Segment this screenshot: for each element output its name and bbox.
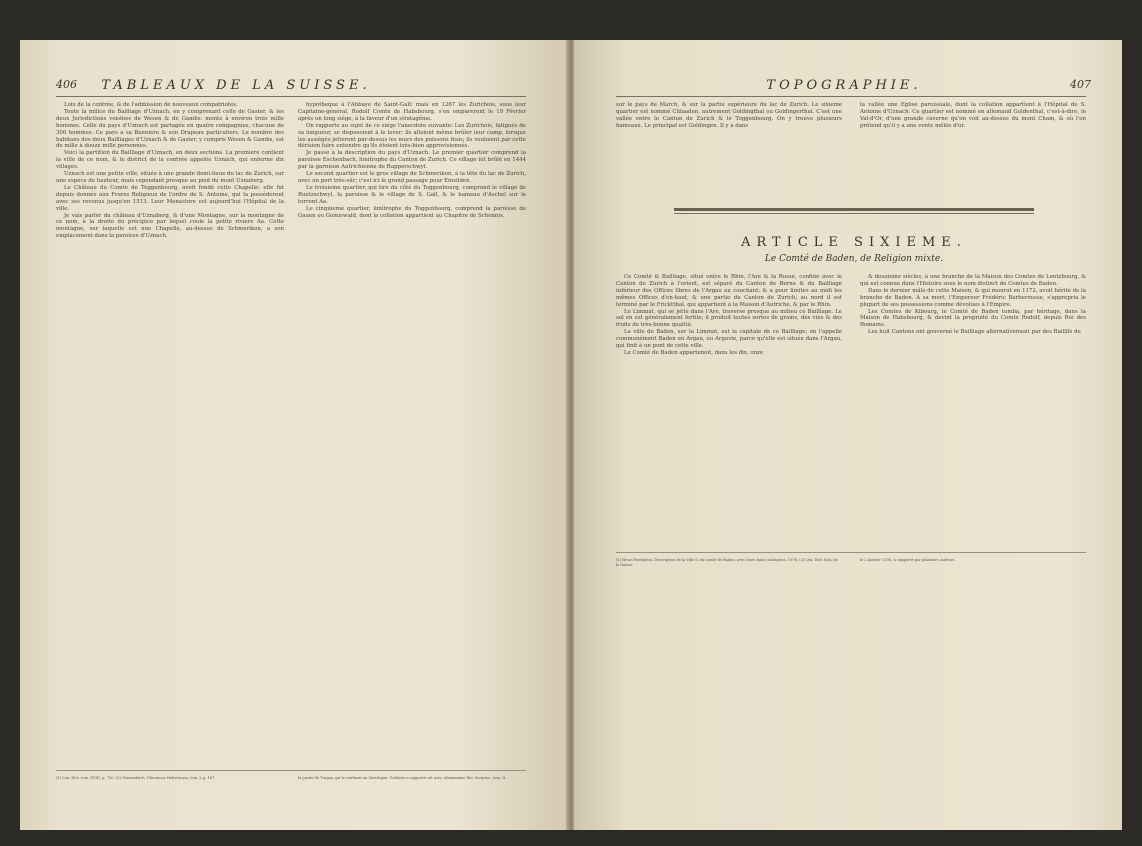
- right-top-column-2: la vallée une Eglise paroissiale, dont la collation appartient à l'Hôpital de S. Antoine d'Uznach. Ce quartier est nommé en allemand Goldenthal, c'est-à-dire, le Val-d'Or, d'une grande caverne qu'on voit au-dessus du mont Cham, & où l'on prétend qu'il y a une vente mêlée d'or.: [860, 102, 1086, 129]
- paragraph: Le second quartier est le gros village de Schmerikon, à la tête du lac de Zurich, avec un port très-sûr; c'est ici le grand passage pour Einsilden.: [298, 171, 526, 184]
- paragraph: Le Comté de Baden appartenoit, dans les dix, onze: [624, 349, 764, 356]
- right-column-2: [860, 274, 1086, 336]
- left-column-1: [56, 102, 284, 240]
- paragraph: Toute la milice du Bailliage d'Uznach, en y comprenant celle de Gaster, & les deux Jurisdictions voisines de Wesen & de Gambs: monte à environ trois mille hommes. Celle du pays d'Uznach est partagée en quatre compagnies, chacune de 300 hommes. Ce pays a sa Banniere & son Drapeau particuliers. Le nombre des habitans des deux Bailliages d'Uznach & de Gaster, y compris Wesen & Gambs, est de mille à douze mille personnes.: [56, 108, 284, 150]
- paragraph: Dans le dernier mâle de cette Maison, & qui mourut en 1172, avoit hérité de la branche de Baden. A sa mort, l'Empereur Frédéric Barberousse, s'appropria le plupart de ses possessions comme dévolues à l'Empire.: [860, 287, 1086, 308]
- running-header-right: TOPOGRAPHIE.: [766, 78, 922, 93]
- paragraph: Ce Comté & Bailliage, situé entre le Rhin, l'Are & la Russe, confine avec le Canton de Zurich à l'orient, est séparé du Canton de Berne & du Bailliage inférieur des Offices libres de l'Argau au couchant; & a pour limites au midi les mêmes Offices d'en-haut, & une partie du Canton de Zurich; au nord il est terminé par le Fricktthal, qui appartient à la Maison d'Autriche, & par le Rhin.: [616, 274, 842, 308]
- footnote-rule-left: [56, 770, 526, 771]
- paragraph: Les huit Cantons ont gouverné le Bailliage alternativement par des Baillifs de: [868, 329, 1081, 336]
- paragraph: Je passe à la description du pays d'Uznach. Le premier quartier comprend la paroisse Eschenbach, limitrophe du Canton de Zurich. Ce village fut brûlé en 1444 par la garnison Autrichienne de Rapperschwyl.: [298, 150, 526, 171]
- paragraph: Je vais parler du château d'Uznaberg, & d'une Montagne, sur la montagne de ce nom, à la droite du précipice par lequel coule la petite riviere Aa. Cette montagne, sur laquelle est une Chapelle, au-dessus de Schmerikon, a son emplacement dans la paroisse d'Uznach.: [56, 212, 284, 240]
- right-top-column-1: sur le pays de March, & sur la partie supérieure du lac de Zurich. Le sixieme quartier est nommé Chlaaden, autrement Goldingthal ou Goldingerthal. C'est une vallée entre le Canton de Zurich & le Toggenbourg. On y trouve plusieurs hameaux. Le principal est Goldingen. Il y a dans: [616, 102, 842, 129]
- article-subtitle: Le Comté de Baden, de Religion mixte.: [764, 254, 944, 264]
- right-column-1: [616, 274, 842, 357]
- paragraph: Le troisieme quartier, qui tire du côté du Toggenbourg, comprend le village de Ruetzschwyl, la paroisse & le village de S. Gall, & le hameau d'Aschel sur le torrent Aa.: [298, 184, 526, 205]
- paragraph: Le Limmat, qui se jette dans l'Are, traverse presque au milieu ce Bailliage. Le sol en est généralement fertile; il produit toutes sortes de grains, des vins & des fruits de très-bonne qualité.: [616, 308, 842, 329]
- footnotes-right-col2: le 2 Janvier 1336, & rapporté par plusieurs Auteurs.: [860, 558, 956, 562]
- page-number-left: 406: [56, 78, 77, 91]
- book-spread: [20, 40, 1122, 830]
- section-divider: [674, 208, 1034, 211]
- running-header-left: TABLEAUX DE LA SUISSE.: [101, 78, 371, 93]
- section-divider-thin: [674, 213, 1034, 214]
- paragraph: On rapporte au sujet de ce siége l'anecdote suivante: Les Zurichois, fatigués de sa longueur, se disposoient à le lever: ils alloient même brûler leur camp, lorsque les assiégés jetterent par-dessus les murs des poissons frais; ils vouloient par cette dérision faire entendre qu'ils étoient très-bien approvisionnés.: [298, 122, 526, 150]
- paragraph: Les Comtes de Kibourg, le Comté de Baden tomba, par héritage, dans la Maison de Habsbourg, & devint la propriété du Comte Rodolf, depuis Roi des Romains.: [860, 308, 1086, 329]
- paragraph: Le Château du Comte de Toggenbourg, avoit fondé cette Chapelle: elle fut depuis donnée aux Freres Religieux de l'ordre de S. Antoine, qui la posséderent avec ses revenus jusqu'en 1513. Leur Monastere est aujourd'hui l'Hôpital de la ville.: [56, 184, 284, 212]
- footnotes-left-col1: (1) Leu, Dict. tom. XVIII, p. 720. (2) Gonzenbach, Chronicon Helveticum, tom. I, p. 167.: [56, 776, 216, 780]
- paragraph: La ville de Baden, sur la Limmat, est la capitale de ce Bailliage; on l'appelle communément Baden en Argau, ou Argovie, parce qu'elle est située dans l'Argau, qui finit à un pont de cette ville.: [616, 329, 842, 350]
- header-rule-right: [616, 96, 1086, 97]
- paragraph: hypotheque à l'Abbaye de Saint-Gall: mais en 1267 les Zurichois, sous leur Capitaine-général, Rodolf Comte de Habsbourg, s'en emparerent le 19 Février après un long siége, à la faveur d'un stratagême.: [298, 102, 526, 122]
- right-page: [574, 40, 1122, 830]
- article-title: ARTICLE SIXIEME.: [741, 235, 967, 250]
- paragraph: Uznach est une petite ville, située à une grande demi-lieue du lac de Zurich, sur une espece de hauteur, mais cependant presque au pied du mont Uznaberg.: [56, 171, 284, 184]
- paragraph: Voici la partition du Bailliage d'Uznach, en deux sections. La premiere contient la ville de ce nom, & le district de la contrée appelée Uznach, qui enferme dix villages.: [56, 150, 284, 171]
- paragraph: Le cinquieme quartier, limitrophe du Toggenbourg, comprend la paroisse de Gauen ou Gomiswald, dont la collation appartient au Chapitre de Schennis.: [298, 205, 526, 219]
- footnote-rule-right: [616, 552, 1086, 553]
- header-rule-left: [56, 96, 526, 97]
- paragraph: Loix de la contrée, & de l'admission de nouveaux compatriotes.: [64, 102, 238, 108]
- footnotes-right-col1: (1) Henri Pantaléon, Description de la ville & du comté de Baden, avec leurs bains salutaires, 1578. (2) Leu, Dict. hist. de la Suisse.: [616, 558, 838, 568]
- footnotes-left-col2: la partie du Turgau qui le confinoit au Zurichgau. Goldaste a rapporté cet acte, Alamanniae Rer. Scriptor., tom. II.: [298, 776, 507, 780]
- page-number-right: 407: [1070, 78, 1091, 91]
- paragraph: & douzieme siècles, à une branche de la Maison des Comtes de Lentzbourg, & qui est connue dans l'Histoire sous le nom distinct de Comtes de Baden.: [860, 274, 1086, 287]
- left-page: [20, 40, 568, 830]
- left-column-2: [298, 102, 526, 219]
